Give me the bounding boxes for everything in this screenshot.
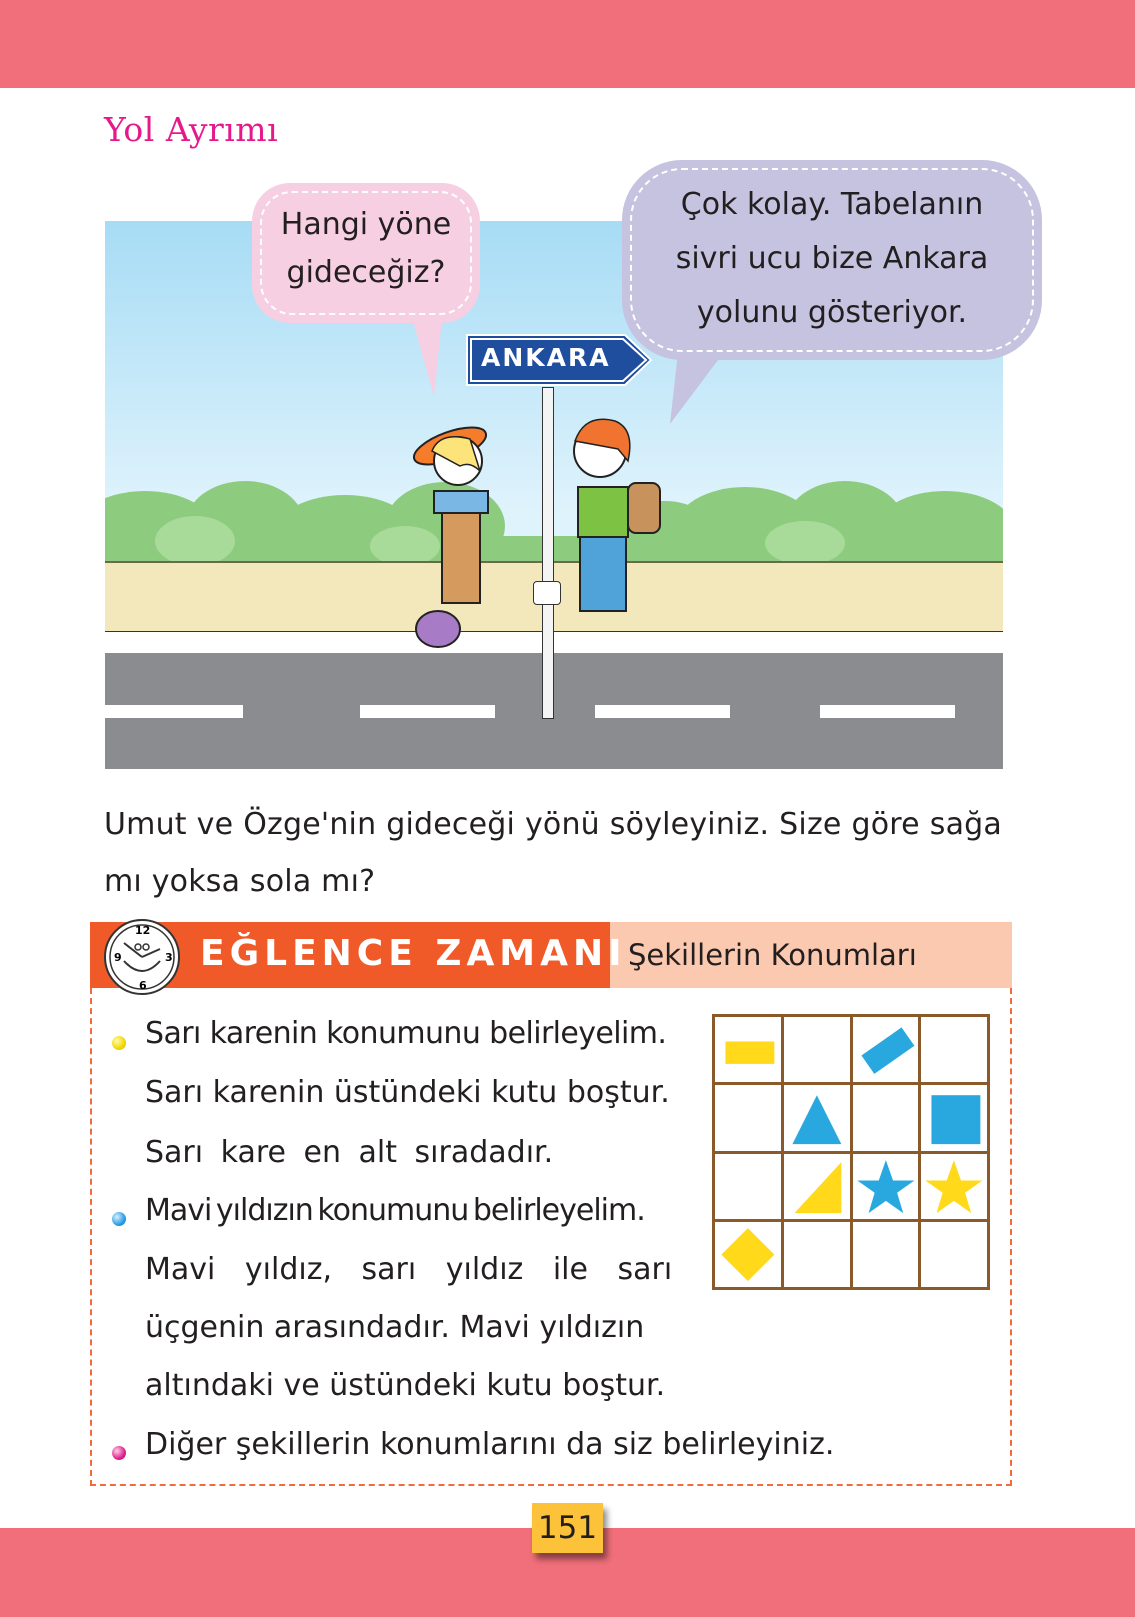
bubble-tail	[668, 352, 728, 424]
instruction-line: Sarı kare en alt sıradadır.	[145, 1135, 554, 1170]
sign-label: ANKARA	[481, 343, 611, 372]
lane-marking	[105, 705, 243, 718]
bubble-tail	[412, 318, 452, 398]
speech-bubble-answer	[622, 160, 1042, 360]
svg-text:9: 9	[114, 951, 122, 964]
grid-cell	[921, 1017, 987, 1082]
grid-cell	[921, 1154, 987, 1219]
blue-bullet-icon	[112, 1212, 126, 1226]
instruction-line: Sarı karenin üstündeki kutu boştur.	[145, 1075, 670, 1110]
instruction-line: Diğer şekillerin konumlarını da siz belirleyiniz.	[145, 1427, 835, 1462]
top-band	[0, 0, 1135, 88]
question-text: Umut ve Özge'nin gideceği yönü söyleyiniz. Size göre sağa mı yoksa sola mı?	[104, 807, 1002, 899]
lane-marking	[595, 705, 730, 718]
bubble-text-line: Hangi yöne	[280, 207, 452, 242]
yellow-bullet-icon	[112, 1036, 126, 1050]
svg-text:12: 12	[135, 924, 151, 937]
yellow-right-triangle-icon	[784, 1154, 850, 1219]
instruction-line: üçgenin arasındadır. Mavi yıldızın	[145, 1310, 645, 1345]
bubble-text-line: gideceğiz?	[286, 255, 446, 290]
blue-square-icon	[921, 1085, 987, 1150]
bubble-text-line: sivri ucu bize Ankara	[675, 241, 989, 276]
blue-star-icon	[853, 1154, 919, 1219]
pink-bullet-icon	[112, 1446, 126, 1460]
grid-cell	[715, 1085, 781, 1150]
svg-text:6: 6	[139, 979, 147, 992]
fun-section-title: EĞLENCE ZAMANI	[200, 933, 627, 974]
grid-cell	[853, 1085, 919, 1150]
grid-cell	[784, 1154, 850, 1219]
lane-marking	[360, 705, 495, 718]
svg-text:3: 3	[165, 951, 173, 964]
lane-marking	[820, 705, 955, 718]
yellow-rectangle-icon	[715, 1017, 781, 1082]
bubble-text-line: Çok kolay. Tabelanın	[680, 187, 984, 222]
grid-cell	[853, 1017, 919, 1082]
yellow-diamond-icon	[715, 1222, 781, 1287]
grid-cell	[784, 1017, 850, 1082]
grid-cell	[853, 1222, 919, 1287]
ankara-road-sign	[465, 333, 653, 387]
shape-position-grid	[712, 1014, 990, 1290]
speech-bubble-question	[252, 183, 480, 323]
grid-cell	[921, 1222, 987, 1287]
grid-cell	[784, 1085, 850, 1150]
children-characters	[400, 391, 680, 651]
blue-tilted-rectangle-icon	[853, 1017, 919, 1082]
page-number: 151	[532, 1503, 603, 1553]
yellow-star-icon	[921, 1154, 987, 1219]
smiling-clock-icon	[102, 917, 182, 997]
grid-cell	[784, 1222, 850, 1287]
instruction-line: Sarı karenin konumunu belirleyelim.	[145, 1016, 667, 1051]
fun-section-subtitle: Şekillerin Konumları	[628, 938, 917, 972]
instruction-line: Mavi yıldız, sarı yıldız ile sarı	[145, 1252, 673, 1287]
grid-cell	[921, 1085, 987, 1150]
grid-cell	[853, 1154, 919, 1219]
instruction-line: altındaki ve üstündeki kutu boştur.	[145, 1368, 666, 1403]
bubble-text-line: yolunu gösteriyor.	[696, 295, 968, 330]
blue-triangle-icon	[784, 1085, 850, 1150]
grid-cell	[715, 1154, 781, 1219]
page-title: Yol Ayrımı	[104, 110, 279, 149]
grid-cell	[715, 1017, 781, 1082]
instruction-line: Mavi yıldızın konumunu belirleyelim.	[145, 1193, 645, 1228]
grid-cell	[715, 1222, 781, 1287]
